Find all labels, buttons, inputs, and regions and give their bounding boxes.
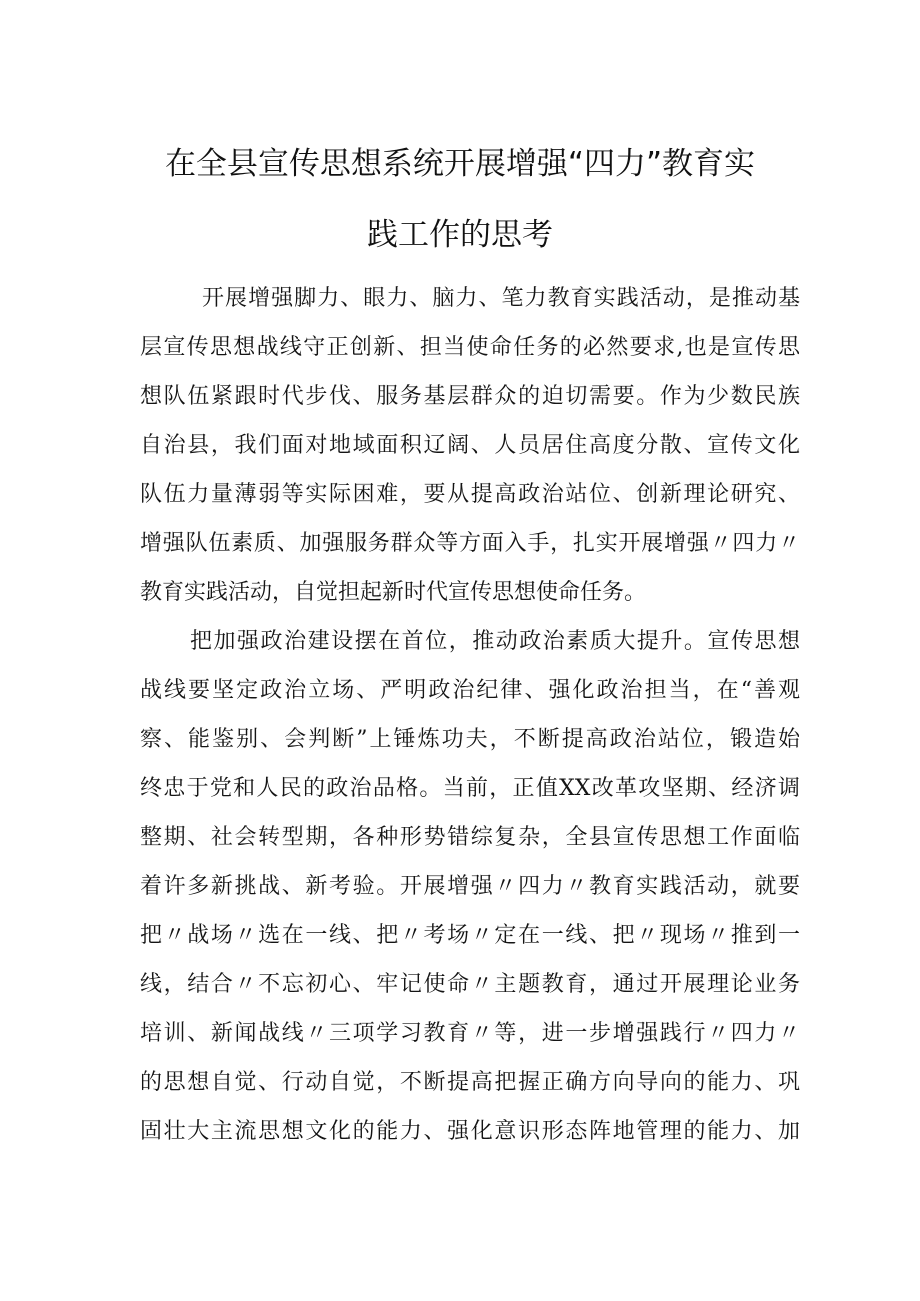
paragraph-line: 队伍力量薄弱等实际困难，要从提高政治站位、创新理论研究、 bbox=[140, 482, 800, 507]
paragraph-line: 开展增强脚力、眼力、脑力、笔力教育实践活动，是推动基 bbox=[202, 286, 800, 311]
paragraph-line: 层宣传思想战线守正创新、担当使命任务的必然要求,也是宣传思 bbox=[140, 335, 800, 360]
paragraph-line: 着许多新挑战、新考验。开展增强〃四力〃教育实践活动，就要 bbox=[140, 874, 800, 899]
paragraph-line: 整期、社会转型期，各种形势错综复杂，全县宣传思想工作面临 bbox=[140, 825, 800, 850]
paragraph-line: 终忠于党和人民的政治品格。当前，正值XX改革攻坚期、经济调 bbox=[140, 776, 800, 801]
document-title-line-1: 在全县宣传思想系统开展增强“四力”教育实 bbox=[164, 146, 756, 182]
paragraph-line: 增强队伍素质、加强服务群众等方面入手，扎实开展增强〃四力〃 bbox=[140, 531, 800, 556]
paragraph-line: 自治县，我们面对地域面积辽阔、人员居住高度分散、宣传文化 bbox=[140, 433, 800, 458]
paragraph-line: 培训、新闻战线〃三项学习教育〃等，进一步增强践行〃四力〃 bbox=[140, 1021, 800, 1046]
paragraph-line: 战线要坚定政治立场、严明政治纪律、强化政治担当，在“善观 bbox=[140, 678, 800, 703]
paragraph-line: 线，结合〃不忘初心、牢记使命〃主题教育，通过开展理论业务 bbox=[140, 972, 800, 997]
paragraph-line: 察、能鉴别、会判断”上锤炼功夫，不断提高政治站位，锻造始 bbox=[140, 727, 800, 752]
paragraph-line: 固壮大主流思想文化的能力、强化意识形态阵地管理的能力、加 bbox=[140, 1119, 800, 1144]
paragraph-line: 的思想自觉、行动自觉，不断提高把握正确方向导向的能力、巩 bbox=[140, 1070, 800, 1095]
paragraph-line: 把加强政治建设摆在首位，推动政治素质大提升。宣传思想 bbox=[190, 629, 800, 654]
paragraph-line: 想队伍紧跟时代步伐、服务基层群众的迫切需要。作为少数民族 bbox=[140, 384, 800, 409]
paragraph-line: 教育实践活动，自觉担起新时代宣传思想使命任务。 bbox=[140, 580, 647, 605]
document-title-line-2: 践工作的思考 bbox=[367, 217, 553, 253]
paragraph-line: 把〃战场〃选在一线、把〃考场〃定在一线、把〃现场〃推到一 bbox=[140, 923, 800, 948]
